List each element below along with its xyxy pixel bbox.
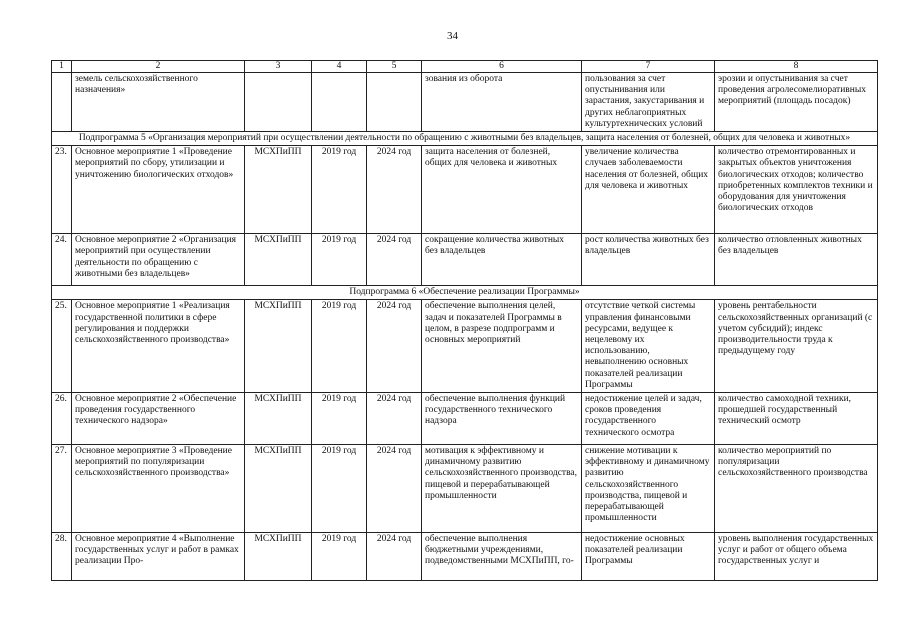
cell-start-year [312, 73, 367, 132]
cell-num [52, 73, 72, 132]
cell-consequences: отсутствие четкой системы управления финансовыми ресурсами, ведущее к нецелевому их использованию, невыполнению основных показателей реализации Программы [582, 300, 715, 393]
cell-num: 28. [52, 533, 72, 581]
cell-consequences: недостижение основных показателей реализации Программы [582, 533, 715, 581]
cell-expected-result: зования из оборота [422, 73, 582, 132]
cell-end-year: 2024 год [367, 445, 422, 533]
header-row [52, 61, 878, 73]
table-row [52, 445, 878, 533]
cell-executor: МСХПиПП [245, 533, 312, 581]
cell-consequences: рост количества животных без владельцев [582, 234, 715, 286]
cell-start-year: 2019 год [312, 533, 367, 581]
cell-start-year: 2019 год [312, 393, 367, 445]
cell-executor [245, 73, 312, 132]
program-table [51, 60, 878, 581]
page-number: 34 [447, 30, 458, 42]
header-cell-4: 4 [312, 61, 367, 73]
cell-indicators: количество отловленных животных без владельцев [715, 234, 878, 286]
cell-end-year: 2024 год [367, 300, 422, 393]
cell-expected-result: мотивация к эффективному и динамичному развитию сельскохозяйственного производства, пищевой и перерабатывающей промышленности [422, 445, 582, 533]
subprogram-title: Подпрограмма 6 «Обеспечение реализации Программы» [52, 286, 878, 300]
cell-consequences: пользования за счет опустынивания или зарастания, закустаривания и других неблагоприятных культуртехнических условий [582, 73, 715, 132]
cell-executor: МСХПиПП [245, 445, 312, 533]
cell-activity: Основное мероприятие 1 «Проведение мероприятий по сбору, утилизации и уничтожению биологических отходов» [72, 146, 245, 234]
cell-consequences: увеличение количества случаев заболеваемости населения от болезней, общих для человека и животных [582, 146, 715, 234]
header-cell-3: 3 [245, 61, 312, 73]
table-row [52, 73, 878, 132]
cell-activity: Основное мероприятие 4 «Выполнение государственных услуг и работ в рамках реализации Про- [72, 533, 245, 581]
cell-start-year: 2019 год [312, 445, 367, 533]
cell-end-year [367, 73, 422, 132]
cell-end-year: 2024 год [367, 393, 422, 445]
cell-start-year: 2019 год [312, 234, 367, 286]
cell-expected-result: обеспечение выполнения целей, задач и показателей Программы в целом, в разрезе подпрограмм и основных мероприятий [422, 300, 582, 393]
cell-expected-result: сокращение количества животных без владельцев [422, 234, 582, 286]
subprogram-row [52, 132, 878, 146]
cell-indicators: эрозии и опустынивания за счет проведения агролесомелиоративных мероприятий (площадь посадок) [715, 73, 878, 132]
cell-end-year: 2024 год [367, 533, 422, 581]
cell-num: 23. [52, 146, 72, 234]
subprogram-row [52, 286, 878, 300]
cell-end-year: 2024 год [367, 234, 422, 286]
table-row [52, 300, 878, 393]
cell-num: 27. [52, 445, 72, 533]
cell-start-year: 2019 год [312, 146, 367, 234]
header-cell-8: 8 [715, 61, 878, 73]
cell-indicators: количество отремонтированных и закрытых объектов уничтожения биологических отходов; количество приобретенных комплектов техники и оборудования для уничтожения биологических отходов [715, 146, 878, 234]
cell-consequences: недостижение целей и задач, сроков проведения государственного технического осмотра [582, 393, 715, 445]
subprogram-title: Подпрограмма 5 «Организация мероприятий при осуществлении деятельности по обращению с животными без владельцев, защита населения от болезней, общих для человека и животных» [52, 132, 878, 146]
cell-executor: МСХПиПП [245, 146, 312, 234]
cell-num: 25. [52, 300, 72, 393]
cell-end-year: 2024 год [367, 146, 422, 234]
cell-indicators: количество самоходной техники, прошедшей государственный технический осмотр [715, 393, 878, 445]
header-cell-7: 7 [582, 61, 715, 73]
table-row [52, 393, 878, 445]
header-cell-1: 1 [52, 61, 72, 73]
cell-executor: МСХПиПП [245, 393, 312, 445]
cell-indicators: уровень выполнения государственных услуг и работ от общего объема государственных услуг и [715, 533, 878, 581]
cell-activity: Основное мероприятие 2 «Организация мероприятий при осуществлении деятельности по обращению с животными без владельцев» [72, 234, 245, 286]
cell-expected-result: обеспечение выполнения бюджетными учреждениями, подведомственными МСХПиПП, го- [422, 533, 582, 581]
cell-activity: Основное мероприятие 2 «Обеспечение проведения государственного технического надзора» [72, 393, 245, 445]
table-row [52, 146, 878, 234]
cell-activity: земель сельскохозяйственного назначения» [72, 73, 245, 132]
cell-expected-result: защита населения от болезней, общих для человека и животных [422, 146, 582, 234]
cell-num: 24. [52, 234, 72, 286]
cell-expected-result: обеспечение выполнения функций государственного технического надзора [422, 393, 582, 445]
header-cell-6: 6 [422, 61, 582, 73]
table-row [52, 533, 878, 581]
cell-num: 26. [52, 393, 72, 445]
cell-indicators: уровень рентабельности сельскохозяйственных организаций (с учетом субсидий); индекс производительности труда к предыдущему году [715, 300, 878, 393]
cell-activity: Основное мероприятие 3 «Проведение мероприятий по популяризации сельскохозяйственного производства» [72, 445, 245, 533]
cell-start-year: 2019 год [312, 300, 367, 393]
cell-consequences: снижение мотивации к эффективному и динамичному развитию сельскохозяйственного производства, пищевой и перерабатывающей промышленности [582, 445, 715, 533]
cell-executor: МСХПиПП [245, 300, 312, 393]
cell-executor: МСХПиПП [245, 234, 312, 286]
cell-activity: Основное мероприятие 1 «Реализация государственной политики в сфере регулирования и поддержки сельскохозяйственного производства» [72, 300, 245, 393]
header-cell-2: 2 [72, 61, 245, 73]
header-cell-5: 5 [367, 61, 422, 73]
cell-indicators: количество мероприятий по популяризации сельскохозяйственного производства [715, 445, 878, 533]
table-row [52, 234, 878, 286]
